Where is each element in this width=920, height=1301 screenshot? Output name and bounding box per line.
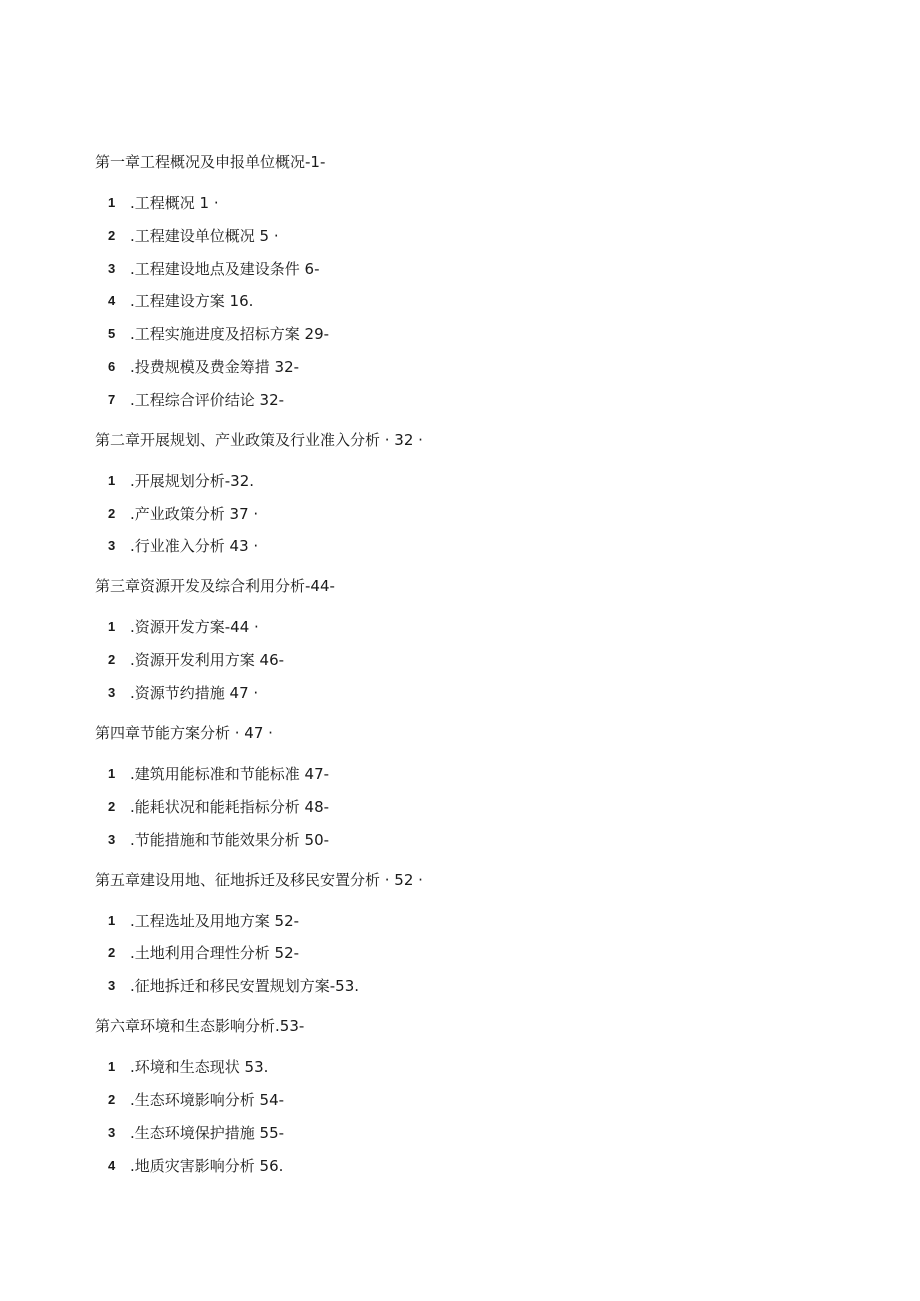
entry-number: 4 [108, 293, 116, 309]
chapter-title: 第三章资源开发及综合利用分析-44- [95, 577, 335, 596]
entry-number: 3 [108, 538, 116, 554]
entry-text: .工程概况 1 · [130, 194, 219, 212]
entry-number: 1 [108, 472, 116, 488]
toc-entry[interactable] [95, 291, 855, 311]
chapter-title: 第一章工程概况及申报单位概况-1- [95, 153, 326, 171]
entry-text: .工程综合评价结论 32- [130, 390, 285, 409]
entry-text: .工程建设地点及建设条件 6- [130, 259, 320, 278]
entry-number: 1 [108, 1059, 116, 1075]
entry-text: .工程选址及用地方案 52- [130, 911, 300, 930]
entry-number: 4 [108, 1157, 116, 1173]
entry-number: 2 [108, 652, 116, 668]
toc-entry[interactable] [95, 357, 855, 377]
chapter-title: 第五章建设用地、征地拆迁及移民安置分析 · 52 · [95, 870, 423, 889]
entry-number: 6 [108, 358, 116, 374]
entry-number: 1 [108, 195, 116, 210]
toc-entry[interactable] [95, 471, 855, 491]
entry-text: .工程建设单位概况 5 · [130, 226, 279, 245]
toc-entry[interactable] [95, 1156, 855, 1176]
entry-text: .开展规划分析-32. [130, 471, 255, 490]
entry-number: 1 [108, 619, 116, 635]
toc-entry[interactable] [95, 226, 855, 246]
toc-entry[interactable] [95, 830, 855, 850]
toc-entry[interactable] [95, 390, 855, 410]
entry-text: .工程实施进度及招标方案 29- [130, 325, 330, 344]
chapter-entries [95, 617, 855, 703]
entry-text: .产业政策分析 37 · [130, 504, 259, 523]
toc-entry[interactable] [95, 536, 855, 556]
toc-entry[interactable] [95, 259, 855, 279]
entry-number: 2 [108, 505, 116, 521]
toc-entry[interactable] [95, 650, 855, 670]
toc-entry[interactable] [95, 1090, 855, 1110]
entry-number: 2 [108, 227, 116, 243]
entry-number: 5 [108, 326, 116, 342]
entry-number: 2 [108, 1091, 116, 1107]
chapter-title: 第二章开展规划、产业政策及行业准入分析 · 32 · [95, 430, 423, 449]
entry-text: .征地拆迁和移民安置规划方案-53. [130, 977, 360, 996]
entry-number: 3 [108, 1124, 116, 1140]
toc-entry[interactable] [95, 911, 855, 931]
toc-entry[interactable] [95, 504, 855, 524]
entry-text: .生态环境影响分析 54- [130, 1090, 285, 1109]
entry-text: .环境和生态现状 53. [130, 1058, 269, 1077]
toc-entry[interactable] [95, 943, 855, 963]
table-of-contents [95, 152, 855, 1176]
toc-entry[interactable] [95, 193, 855, 213]
entry-number: 2 [108, 945, 116, 961]
entry-text: .工程建设方案 16. [130, 292, 254, 311]
entry-number: 3 [108, 831, 116, 847]
toc-entry[interactable] [95, 1123, 855, 1143]
entry-text: .节能措施和节能效果分析 50- [130, 830, 330, 849]
entry-text: .地质灾害影响分析 56. [130, 1156, 284, 1175]
entry-text: .行业准入分析 43 · [130, 537, 259, 556]
toc-entry[interactable] [95, 764, 855, 784]
entry-text: .建筑用能标准和节能标准 47- [130, 764, 330, 783]
toc-entry[interactable] [95, 1057, 855, 1077]
chapter-entries [95, 471, 855, 557]
entry-number: 7 [108, 391, 116, 407]
chapter-title: 第六章环境和生态影响分析.53- [95, 1017, 305, 1036]
entry-text: .资源开发方案-44 · [130, 618, 259, 637]
toc-entry[interactable] [95, 617, 855, 637]
entry-text: .资源节约措施 47 · [130, 683, 259, 702]
entry-number: 1 [108, 912, 116, 928]
entry-text: .投费规模及费金筹措 32- [130, 357, 300, 376]
entry-text: .能耗状况和能耗指标分析 48- [130, 797, 330, 816]
toc-entry[interactable] [95, 797, 855, 817]
entry-text: .土地利用合理性分析 52- [130, 944, 300, 963]
toc-entry[interactable] [95, 683, 855, 703]
chapter-entries [95, 193, 855, 410]
entry-number: 3 [108, 260, 116, 276]
chapter-entries [95, 1057, 855, 1175]
chapter-entries [95, 911, 855, 997]
chapter-title: 第四章节能方案分析 · 47 · [95, 723, 273, 742]
toc-entry[interactable] [95, 976, 855, 996]
entry-number: 3 [108, 978, 116, 994]
entry-text: .生态环境保护措施 55- [130, 1123, 285, 1142]
entry-number: 2 [108, 798, 116, 814]
entry-number: 1 [108, 765, 116, 781]
entry-text: .资源开发利用方案 46- [130, 651, 285, 670]
toc-entry[interactable] [95, 324, 855, 344]
entry-number: 3 [108, 684, 116, 700]
chapter-entries [95, 764, 855, 850]
